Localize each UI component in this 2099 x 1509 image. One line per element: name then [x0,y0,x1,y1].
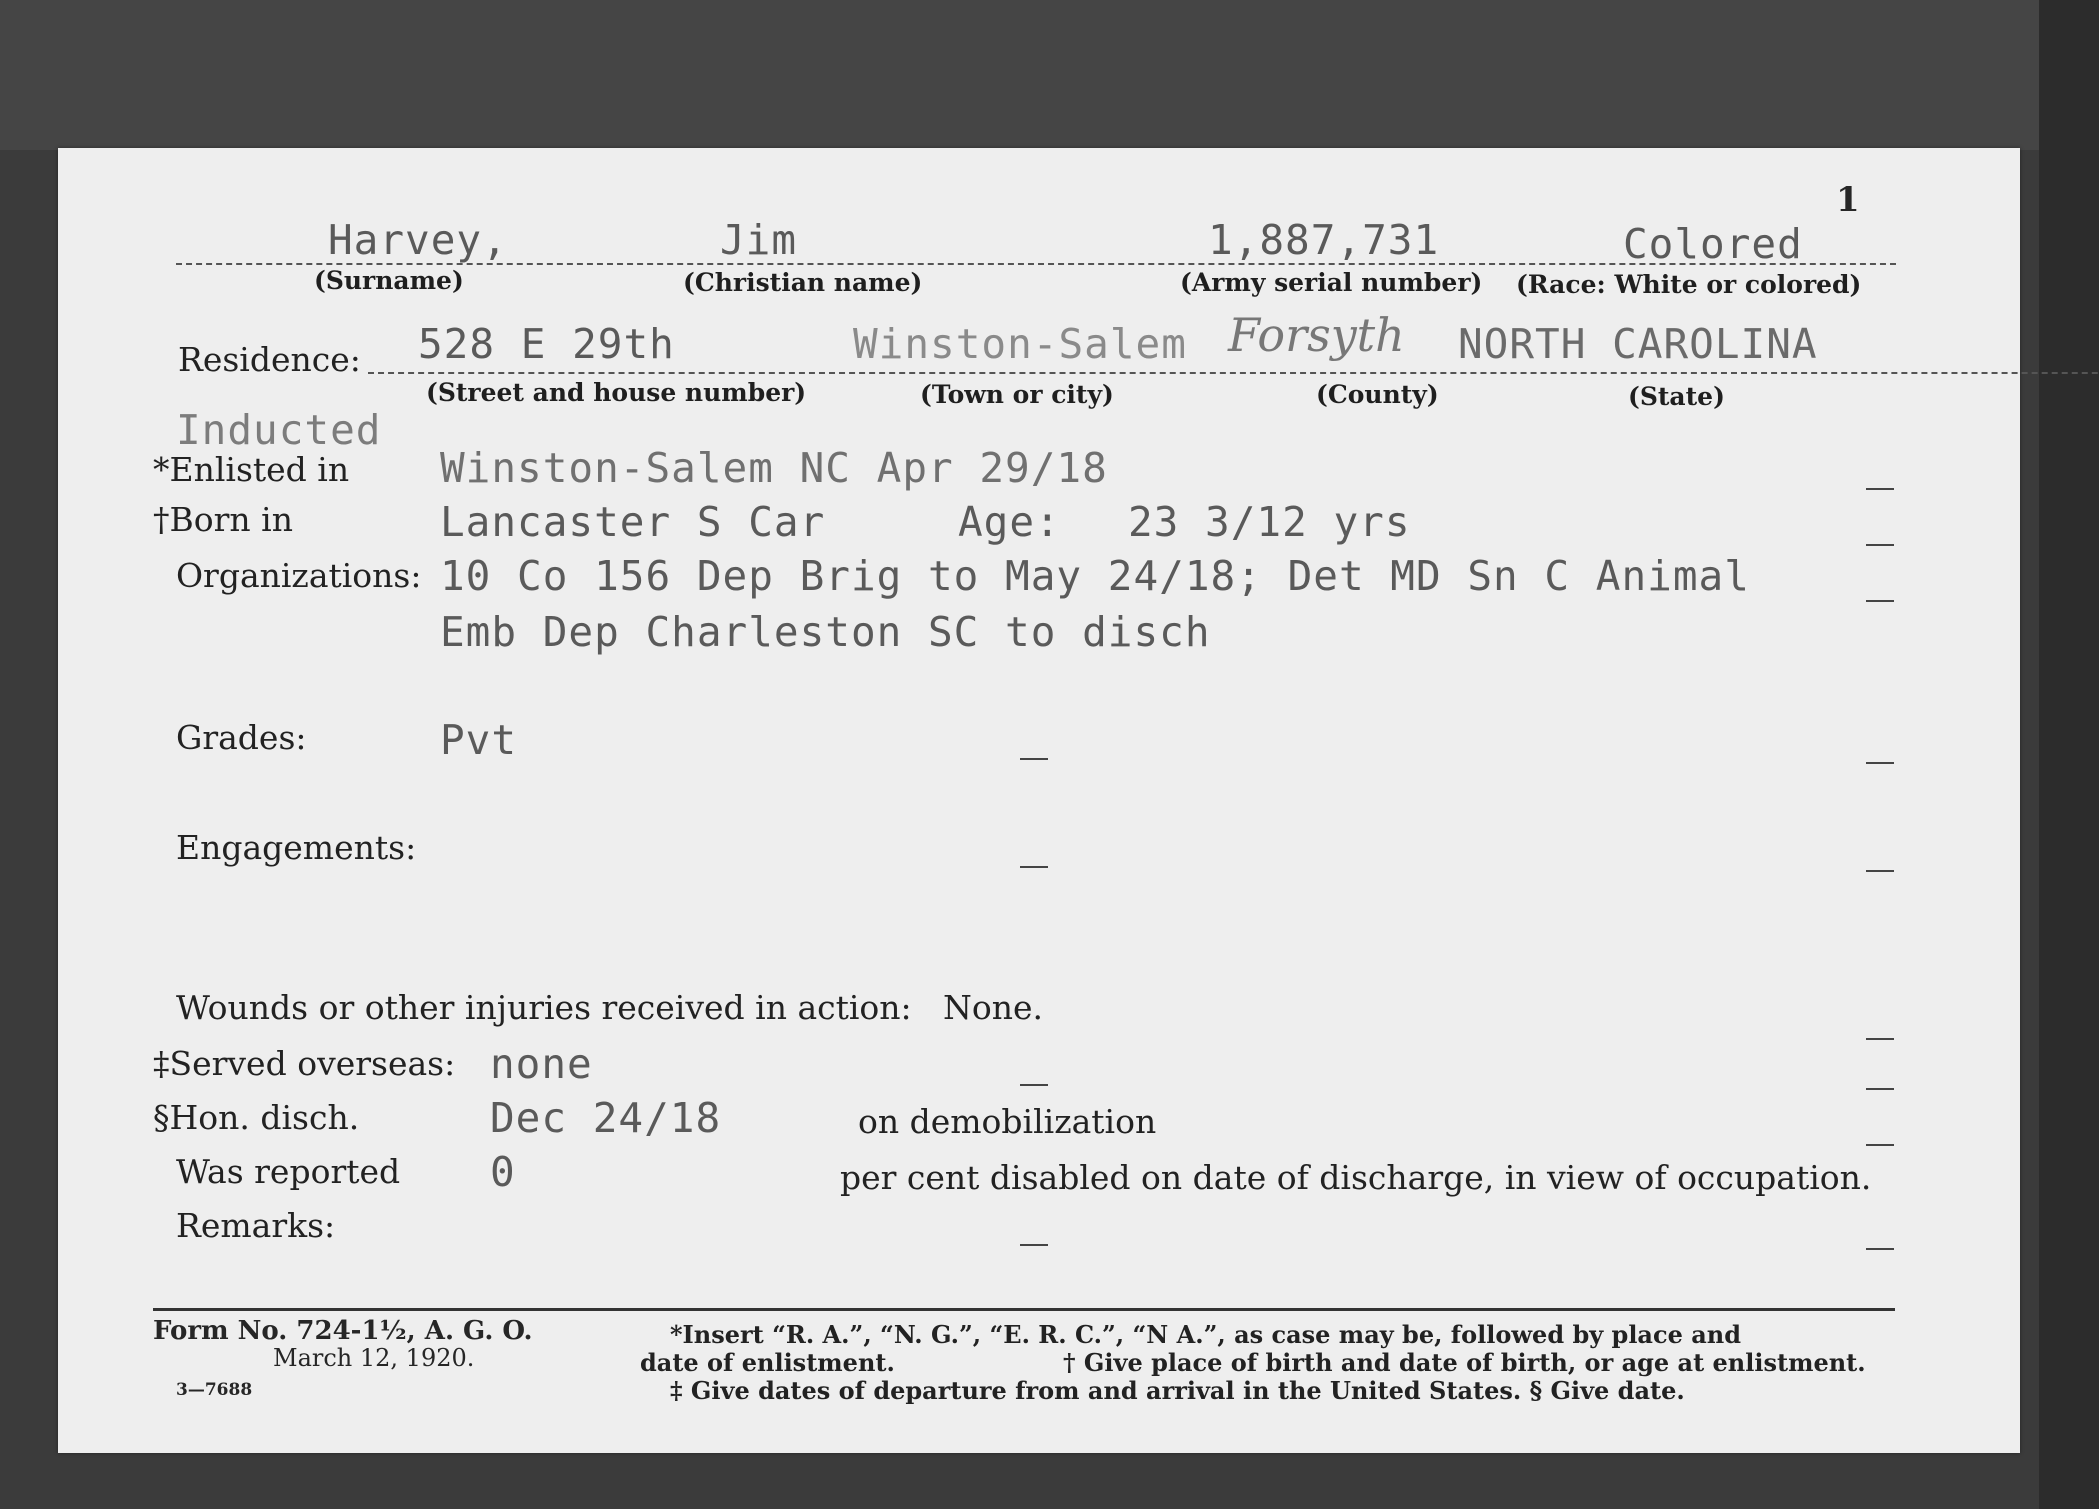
was-reported-value: 0 [490,1148,516,1196]
organizations-label: Organizations: [176,556,422,595]
county-caption: (County) [1316,380,1439,409]
age-value: 23 3/12 yrs [1128,498,1411,546]
overseas-mid-dash [1020,1084,1048,1086]
was-reported-suffix: per cent disabled on date of discharge, in view of occupation. [840,1158,1872,1197]
form-number: Form No. 724-1½, A. G. O. [153,1316,533,1346]
county-handwritten-value: Forsyth [1228,308,1405,362]
organizations-line-2: Emb Dep Charleston SC to disch [440,608,1211,656]
served-overseas-value: none [490,1040,593,1088]
remarks-label: Remarks: [176,1206,336,1245]
state-caption: (State) [1628,382,1725,411]
scanner-background-top [0,0,2099,150]
christian-name-value: Jim [720,216,798,264]
grades-value: Pvt [440,716,518,764]
race-caption: (Race: White or colored) [1516,270,1862,299]
inducted-overtype: Inducted [176,406,382,454]
age-label: Age: [958,498,1061,546]
organizations-end-dash [1866,600,1894,602]
town-value: Winston-Salem [853,320,1187,368]
overseas-end-dash [1866,1088,1894,1090]
served-overseas-label: ‡Served overseas: [153,1044,456,1083]
enlisted-label: *Enlisted in [153,450,350,489]
engagements-label: Engagements: [176,828,417,867]
remarks-mid-dash [1020,1244,1048,1246]
born-end-dash [1866,544,1894,546]
born-label: †Born in [153,500,293,539]
service-record-card [58,148,2020,1453]
footer-rule [153,1308,1895,1311]
born-place-value: Lancaster S Car [440,498,826,546]
footnote-line-1: *Insert “R. A.”, “N. G.”, “E. R. C.”, “N A.”, as case may be, followed by place and [670,1320,1741,1349]
town-caption: (Town or city) [920,380,1114,409]
grades-end-dash [1866,762,1894,764]
street-caption: (Street and house number) [426,378,807,407]
was-reported-label: Was reported [176,1152,401,1191]
card-number: 1 [1836,180,1860,220]
enlisted-end-dash [1866,488,1894,490]
serial-number-caption: (Army serial number) [1180,268,1483,297]
engagements-mid-dash [1020,866,1048,868]
scanner-background-right [2039,0,2099,1509]
wounds-label: Wounds or other injuries received in action: [176,988,912,1027]
footnote-line-2b: † Give place of birth and date of birth, or age at enlistment. [1063,1348,1866,1377]
engagements-end-dash [1866,870,1894,872]
footnote-line-2a: date of enlistment. [640,1348,895,1377]
grades-label: Grades: [176,718,307,757]
hon-disch-end-dash [1866,1144,1894,1146]
hon-disch-value: Dec 24/18 [490,1094,722,1142]
hon-disch-suffix: on demobilization [858,1102,1157,1141]
organizations-line-1: 10 Co 156 Dep Brig to May 24/18; Det MD Sn C Animal [440,552,1750,600]
remarks-end-dash [1866,1248,1894,1250]
form-date: March 12, 1920. [273,1344,475,1372]
street-value: 528 E 29th [418,320,675,368]
state-value: NORTH CAROLINA [1458,320,1818,368]
race-value: Colored [1623,220,1803,268]
hon-disch-label: §Hon. disch. [153,1098,360,1137]
form-code: 3—7688 [176,1380,253,1400]
christian-name-caption: (Christian name) [683,268,923,297]
residence-dotted-line [368,372,2099,376]
serial-number-value: 1,887,731 [1208,216,1440,264]
wounds-end-dash [1866,1038,1894,1040]
enlisted-value: Winston-Salem NC Apr 29/18 [440,444,1108,492]
surname-value: Harvey, [328,216,508,264]
residence-label: Residence: [178,340,361,379]
grades-mid-dash [1020,758,1048,760]
wounds-value: None. [943,988,1044,1027]
footnote-line-3: ‡ Give dates of departure from and arrival in the United States. § Give date. [670,1376,1685,1405]
surname-caption: (Surname) [314,266,464,295]
